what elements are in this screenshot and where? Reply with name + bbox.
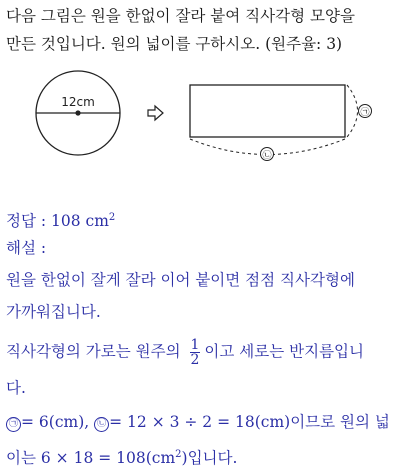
- width-label: ㉡: [262, 151, 272, 161]
- question-line-1: 다음 그림은 원을 한없이 잘라 붙여 직사각형 모양을: [6, 7, 355, 25]
- answer-value: 108 cm: [51, 212, 109, 231]
- explanation-line-3b: 이고 세로는 반지름입니: [204, 342, 365, 361]
- question-line-2: 만든 것입니다. 원의 넓이를 구하시오. (원주율: 3): [6, 35, 343, 53]
- problem-figure: [0, 70, 400, 175]
- label-nieun-mark: ㉡: [94, 417, 109, 432]
- explanation-line-3a: 직사각형의 가로는 원주의: [6, 342, 181, 361]
- explanation-line-6a: 이는 6 × 18 = 108(cm: [6, 449, 176, 468]
- explanation-line-5a: = 6(cm),: [21, 413, 90, 431]
- explanation-line-6: [6, 445, 237, 468]
- label-giyeok-mark: ㉠: [6, 417, 21, 432]
- rectangle-shape: [190, 85, 345, 137]
- explanation-line-5b: = 12 × 3 ÷ 2 = 18(cm)이므로 원의 넓: [109, 413, 390, 431]
- explanation-line-2: 가까워집니다.: [6, 303, 101, 321]
- fraction-half: [190, 338, 201, 367]
- answer-label: 정답 :: [6, 212, 52, 231]
- explanation-line-5: [6, 412, 390, 432]
- explanation-line-6b: )입니다.: [181, 449, 238, 468]
- fraction-numerator: 1: [190, 337, 200, 353]
- height-brace: [347, 85, 358, 137]
- answer-unit-exponent: 2: [108, 212, 116, 223]
- explanation-exponent: 2: [175, 449, 182, 460]
- explanation-line-1: 원을 한없이 잘게 잘라 이어 붙이면 점점 직사각형에: [6, 271, 355, 289]
- height-label: ㉠: [360, 108, 370, 118]
- explanation-line-3: [6, 338, 364, 367]
- answer-line: [6, 208, 115, 231]
- arrow-right-icon: [148, 106, 163, 120]
- explanation-line-4: 다.: [6, 379, 26, 397]
- diameter-label: 12cm: [61, 95, 95, 109]
- fraction-denominator: 2: [190, 352, 200, 368]
- circle-center-dot: [75, 110, 80, 115]
- explanation-label: 해설 :: [6, 239, 47, 257]
